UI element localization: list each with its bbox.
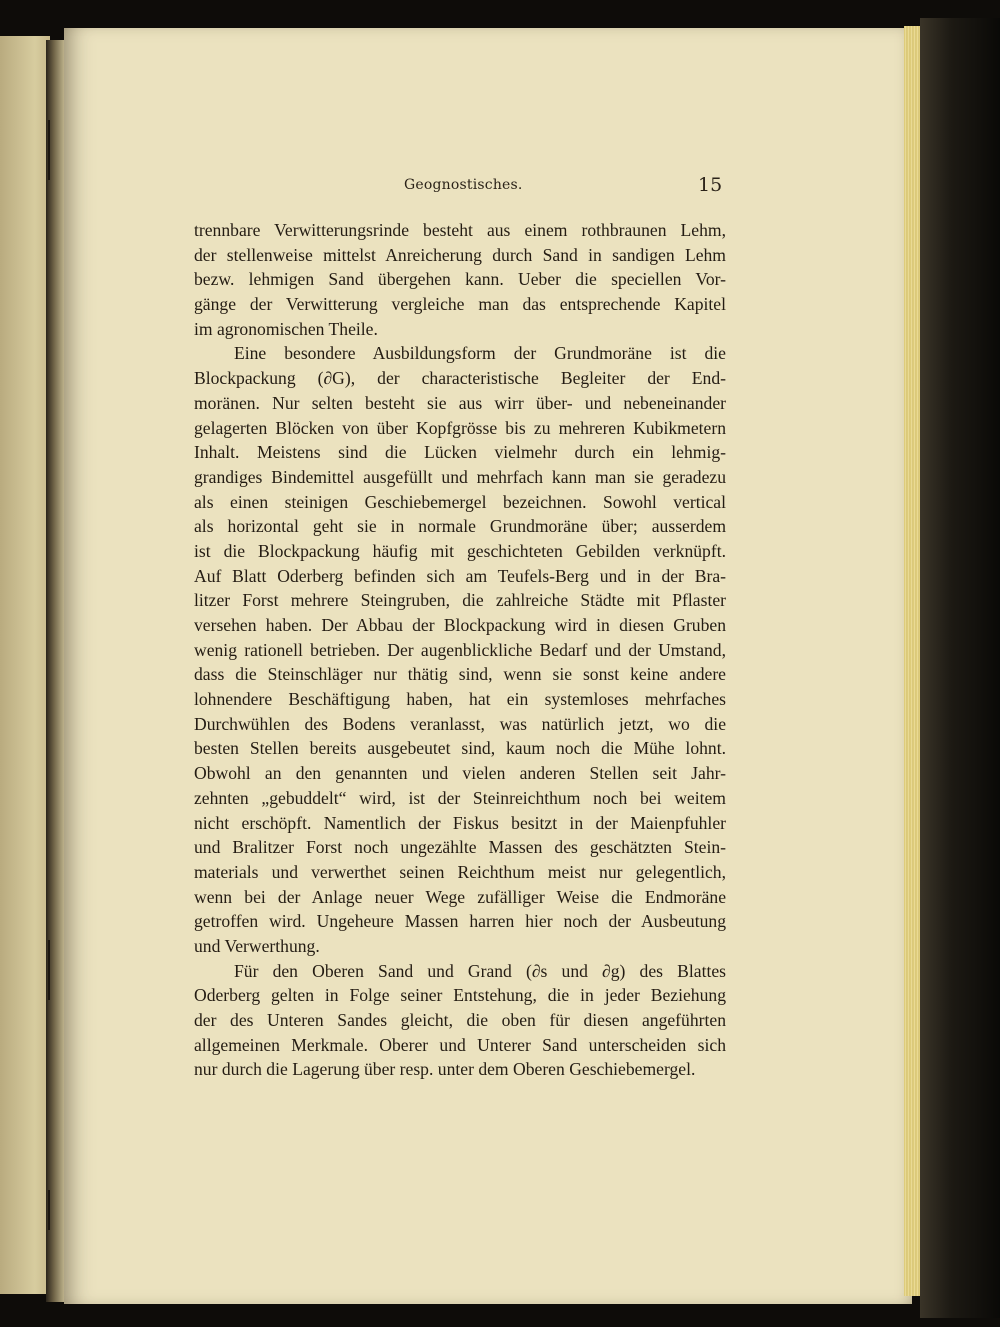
binding-stitch bbox=[48, 120, 50, 180]
book-cover-binding bbox=[920, 18, 1000, 1318]
text-line: bezw. lehmigen Sand übergehen kann. Ueber die speciellen Vor- bbox=[194, 269, 726, 290]
text-line: lohnendere Beschäftigung haben, hat ein systemloses mehrfaches bbox=[194, 689, 726, 710]
text-line: Für den Oberen Sand und Grand (∂s und ∂g) des Blattes bbox=[234, 960, 726, 981]
text-line: zehnten „gebuddelt“ wird, ist der Steinreichthum noch bei weitem bbox=[194, 787, 726, 808]
text-line: wenn bei der Anlage neuer Wege zufälliger Weise die Endmoräne bbox=[194, 886, 726, 907]
text-line: und Bralitzer Forst noch ungezählte Massen des geschätzten Stein- bbox=[194, 837, 726, 858]
text-line: Blockpackung (∂G), der characteristische Begleiter der End- bbox=[194, 368, 726, 389]
text-line: ist die Blockpackung häufig mit geschichteten Gebilden verknüpft. bbox=[194, 540, 726, 561]
text-line: der stellenweise mittelst Anreicherung durch Sand in sandigen Lehm bbox=[194, 244, 726, 265]
text-line: allgemeinen Merkmale. Oberer und Unterer Sand unterscheiden sich bbox=[194, 1034, 726, 1055]
binding-stitch bbox=[48, 940, 50, 1000]
text-line: wenig rationell betrieben. Der augenblickliche Bedarf und der Umstand, bbox=[194, 639, 726, 660]
text-line: Obwohl an den genannten und vielen anderen Stellen seit Jahr- bbox=[194, 763, 726, 784]
text-line: als einen steinigen Geschiebemergel bezeichnen. Sowohl vertical bbox=[194, 491, 726, 512]
text-line: grandiges Bindemittel ausgefüllt und mehrfach kann man sie geradezu bbox=[194, 466, 726, 487]
text-line: getroffen wird. Ungeheure Massen harren hier noch der Ausbeutung bbox=[194, 911, 726, 932]
left-page-edge bbox=[0, 36, 50, 1294]
text-line: als horizontal geht sie in normale Grundmoräne über; ausserdem bbox=[194, 516, 726, 537]
text-line: gelagerten Blöcken von über Kopfgrösse bis zu mehreren Kubikmetern bbox=[194, 417, 726, 438]
text-line: Auf Blatt Oderberg befinden sich am Teufels-Berg und in der Bra- bbox=[194, 565, 726, 586]
text-line: versehen haben. Der Abbau der Blockpackung wird in diesen Gruben bbox=[194, 615, 726, 635]
text-line: litzer Forst mehrere Steingruben, die zahlreiche Städte mit Pflaster bbox=[194, 590, 726, 611]
text-line: nicht erschöpft. Namentlich der Fiskus besitzt in der Maienpfuhler bbox=[194, 812, 726, 833]
binding-stitch bbox=[48, 1190, 50, 1230]
text-line: der des Unteren Sandes gleicht, die oben für diesen angeführten bbox=[194, 1010, 726, 1030]
text-line: im agronomischen Theile. bbox=[194, 318, 378, 339]
text-line: Oderberg gelten in Folge seiner Entstehung, die in jeder Beziehung bbox=[194, 985, 726, 1006]
text-line: Durchwühlen des Bodens veranlasst, was natürlich jetzt, wo die bbox=[194, 713, 726, 734]
text-line: Inhalt. Meistens sind die Lücken vielmehr durch ein lehmig- bbox=[194, 442, 726, 463]
text-line: besten Stellen bereits ausgebeutet sind, kaum noch die Mühe lohnt. bbox=[194, 738, 726, 759]
running-title: Geognostisches. bbox=[404, 177, 523, 193]
text-line: Eine besondere Ausbildungsform der Grundmoräne ist die bbox=[234, 343, 726, 364]
body-text bbox=[194, 218, 726, 1082]
text-line: dass die Steinschläger nur thätig sind, wenn sie sonst keine andere bbox=[194, 664, 726, 685]
text-line: gänge der Verwitterung vergleiche man das entsprechende Kapitel bbox=[194, 294, 726, 315]
text-line: moränen. Nur selten besteht sie aus wirr über- und nebeneinander bbox=[194, 392, 726, 413]
text-line: materials und verwerthet seinen Reichthum meist nur gelegentlich, bbox=[194, 861, 726, 882]
page-number: 15 bbox=[698, 174, 723, 196]
text-line: trennbare Verwitterungsrinde besteht aus einem rothbraunen Lehm, bbox=[194, 220, 726, 240]
text-line: und Verwerthung. bbox=[194, 935, 320, 956]
text-line: nur durch die Lagerung über resp. unter dem Oberen Geschiebemergel. bbox=[194, 1059, 696, 1080]
